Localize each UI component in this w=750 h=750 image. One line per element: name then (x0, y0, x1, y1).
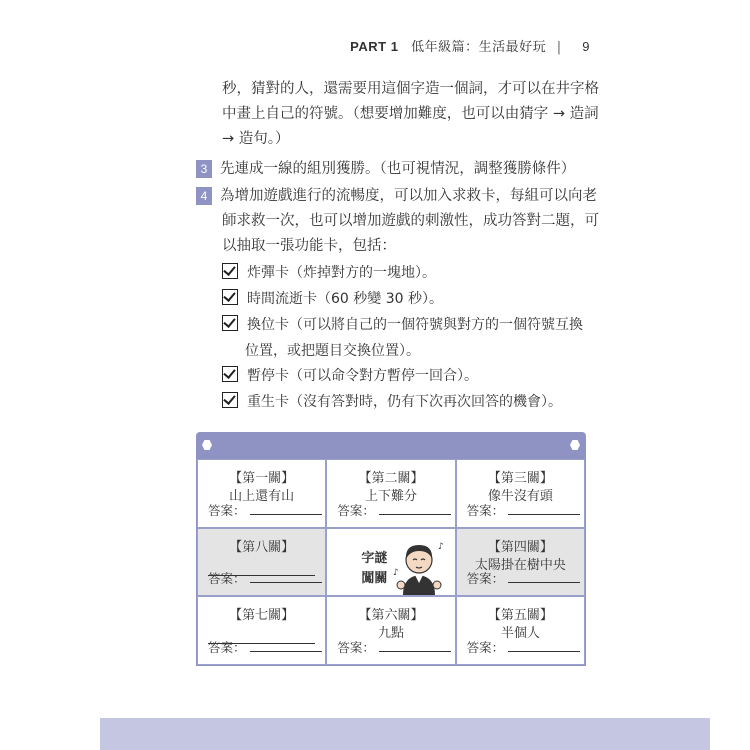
answer-label: 答案： (337, 639, 375, 655)
header-divider: | (556, 40, 562, 55)
answer-label: 答案： (208, 639, 246, 655)
number-badge: 3 (196, 160, 212, 178)
footer-bar (100, 718, 710, 750)
answer-line (379, 651, 451, 652)
board-center-title (359, 549, 389, 589)
level-label: 【第三關】 (487, 471, 553, 486)
center-title-line: 字謎 (361, 550, 388, 566)
answer-row (467, 569, 581, 587)
card-text: 重生卡（沒有答對時，仍有下次再次回答的機會）。 (247, 394, 562, 410)
answer-line (250, 514, 322, 515)
card-item-bomb (222, 261, 436, 286)
answer-label: 答案： (466, 571, 505, 587)
riddle-cell-5 (456, 596, 585, 665)
page-header (350, 36, 590, 55)
riddle-cell-4 (456, 528, 585, 597)
riddle-text: 太陽掛在樹中央 (474, 557, 566, 573)
riddle-cell-8 (197, 528, 326, 597)
answer-label: 答案： (208, 571, 246, 587)
card-item-swap-continued (245, 339, 420, 364)
riddle-text: 像牛沒有頭 (487, 489, 553, 504)
card-item-time (222, 287, 443, 312)
board-header-bar (196, 432, 586, 458)
checkbox-checked-icon (222, 392, 238, 408)
level-label: 【第八關】 (229, 539, 295, 555)
riddle-cell-2 (326, 459, 455, 528)
riddle-cell-6 (326, 596, 455, 665)
answer-row (208, 569, 322, 587)
answer-label: 答案： (466, 502, 505, 518)
level-label: 【第一關】 (229, 471, 295, 486)
center-title-line: 闖關 (361, 570, 388, 586)
chapter-title: 低年級篇：生活最好玩 (411, 40, 547, 55)
list-item-4 (196, 184, 597, 209)
checkbox-checked-icon (222, 289, 238, 305)
paragraph-line: 中畫上自己的符號。（想要增加難度，也可以由猜字 → 造詞 (222, 106, 599, 122)
board-center (326, 528, 455, 597)
paragraph-line: → 造句。） (222, 131, 290, 147)
paragraph-line: 秒，猜對的人，還需要用這個字造一個詞，才可以在井字格 (222, 81, 599, 97)
hexagon-icon (202, 440, 212, 450)
card-text: 換位卡（可以將自己的一個符號與對方的一個符號互換 (247, 317, 583, 333)
level-label: 【第四關】 (487, 539, 553, 555)
page-number: 9 (582, 39, 590, 54)
riddle-board (196, 458, 586, 666)
riddle-text: 九點 (377, 626, 404, 642)
card-text: 時間流逝卡（60 秒變 30 秒）。 (247, 291, 443, 307)
answer-line (250, 651, 322, 652)
card-text: 暫停卡（可以命令對方暫停一回合）。 (247, 368, 478, 384)
card-item-revive (222, 390, 562, 415)
paragraph-line: 師求救一次，也可以增加遊戲的刺激性，成功答對二題，可 (222, 213, 599, 229)
answer-line (508, 514, 580, 515)
answer-row (208, 638, 322, 656)
card-item-pause (222, 364, 478, 389)
paragraph (222, 77, 599, 152)
riddle-text: 半個人 (500, 626, 540, 642)
answer-line (250, 582, 322, 583)
list-item-3 (196, 157, 575, 182)
list-item-text: 為增加遊戲進行的流暢度，可以加入求救卡，每組可以向老 (220, 188, 597, 204)
answer-line (379, 514, 451, 515)
answer-label: 答案： (466, 639, 505, 655)
riddle-cell-7 (197, 596, 326, 665)
svg-text:♪: ♪ (438, 541, 445, 552)
riddle-text: 上下難分 (364, 489, 417, 504)
list-item-text: 先連成一線的組別獲勝。（也可視情況，調整獲勝條件） (220, 161, 576, 177)
list-item-4-continued (222, 209, 599, 259)
checkbox-checked-icon (222, 366, 238, 382)
part-label: PART 1 (350, 39, 399, 54)
paragraph-line: 以抽取一張功能卡，包括： (222, 238, 396, 254)
svg-text:♪: ♪ (393, 567, 400, 578)
riddle-cell-3 (456, 459, 585, 528)
card-item-swap (222, 313, 583, 338)
level-label: 【第二關】 (358, 471, 424, 486)
answer-row (337, 638, 451, 656)
number-badge: 4 (196, 187, 212, 205)
answer-label: 答案： (208, 502, 246, 518)
card-text: 炸彈卡（炸掉對方的一塊地）。 (247, 265, 436, 281)
answer-row (467, 501, 581, 519)
answer-row (467, 638, 581, 656)
hexagon-icon (570, 440, 580, 450)
level-label: 【第七關】 (229, 608, 295, 624)
card-text: 位置，或把題目交換位置）。 (245, 343, 420, 359)
riddle-text: 山上還有山 (229, 489, 295, 504)
answer-row (208, 501, 322, 519)
riddle-cell-1 (197, 459, 326, 528)
answer-line (508, 651, 580, 652)
checkbox-checked-icon (222, 263, 238, 279)
answer-row (337, 501, 451, 519)
level-label: 【第六關】 (358, 608, 424, 624)
level-label: 【第五關】 (487, 608, 553, 624)
answer-line (508, 582, 580, 583)
thinking-boy-illustration (389, 535, 449, 595)
checkbox-checked-icon (222, 315, 238, 331)
answer-label: 答案： (337, 502, 375, 518)
